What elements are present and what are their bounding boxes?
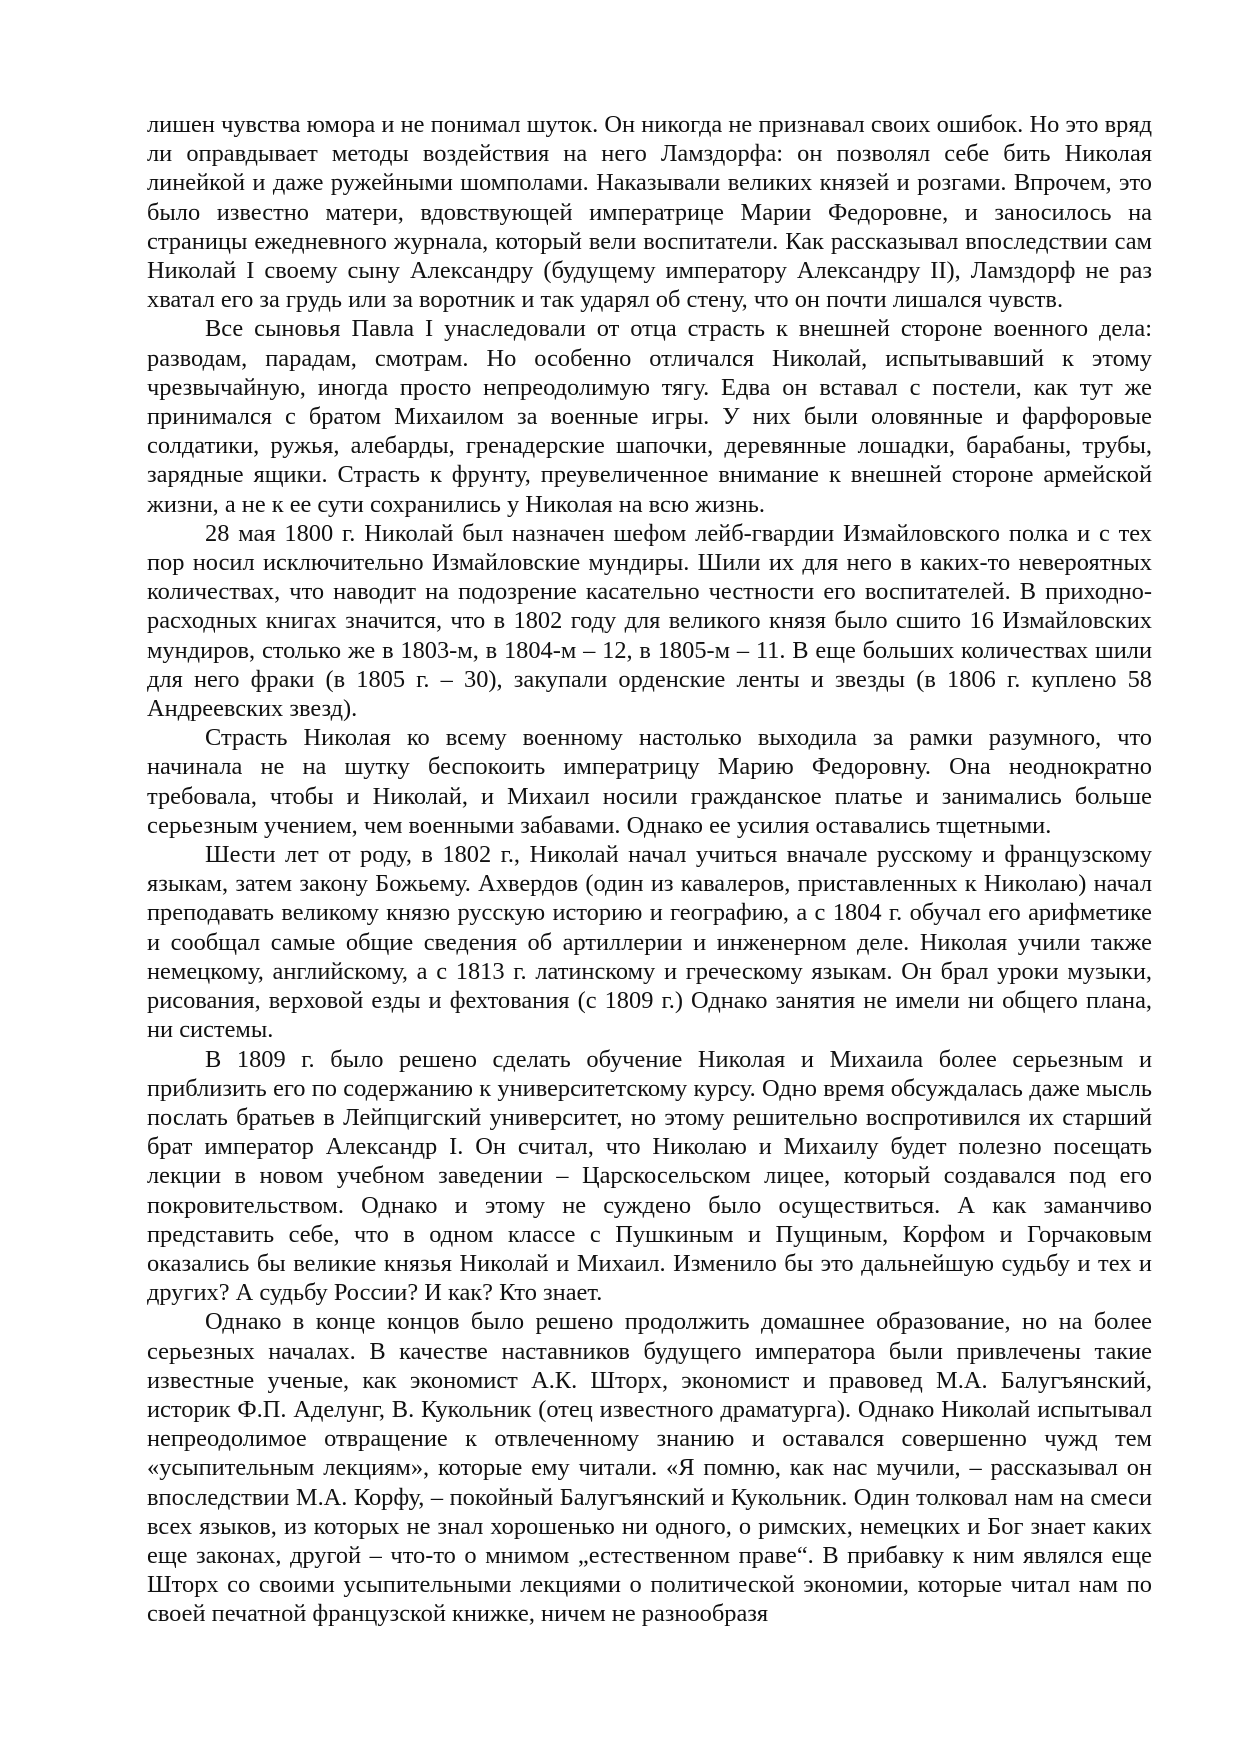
paragraph-7: Однако в конце концов было решено продолжить домашнее образование, но на более серьезных началах. В качестве наставников будущего императора были привлечены такие известные ученые, как экономист А.К. Шторх, экономист и правовед М.А. Балугъянский, историк Ф.П. Аделунг, В. Кукольник (отец известного драматурга). Однако Николай испытывал непреодолимое отвращение к отвлеченному знанию и оставался совершенно чужд тем «усыпительным лекциям», которые ему читали. «Я помню, как нас мучили, – рассказывал он впоследствии М.А. Корфу, – покойный Балугъянский и Кукольник. Один толковал нам на смеси всех языков, из которых не знал хорошенько ни одного, о римских, немецких и Бог знает каких еще законах, другой – что-то о мнимом „естественном праве“. В прибавку к ним являлся еще Шторх со своими усыпительными лекциями о политической экономии, которые читал нам по своей печатной французской книжке, ничем не разнообразя [147,1308,1152,1628]
paragraph-5: Шести лет от роду, в 1802 г., Николай начал учиться вначале русскому и французскому языкам, затем закону Божьему. Ахвердов (один из кавалеров, приставленных к Николаю) начал преподавать великому князю русскую историю и географию, а с 1804 г. обучал его арифметике и сообщал самые общие сведения об артиллерии и инженерном деле. Николая учили также немецкому, английскому, а с 1813 г. латинскому и греческому языкам. Он брал уроки музыки, рисования, верховой езды и фехтования (с 1809 г.) Однако занятия не имели ни общего плана, ни системы. [147,841,1152,1044]
paragraph-6: В 1809 г. было решено сделать обучение Николая и Михаила более серьезным и приблизить его по содержанию к университетскому курсу. Одно время обсуждалась даже мысль послать братьев в Лейпцигский университет, но этому решительно воспротивился их старший брат император Александр I. Он считал, что Николаю и Михаилу будет полезно посещать лекции в новом учебном заведении – Царскосельском лицее, который создавался под его покровительством. Однако и этому не суждено было осуществиться. А как заманчиво представить себе, что в одном классе с Пушкиным и Пущиным, Корфом и Горчаковым оказались бы великие князья Николай и Михаил. Изменило бы это дальнейшую судьбу и тех и других? А судьбу России? И как? Кто знает. [147,1045,1152,1307]
paragraph-4: Страсть Николая ко всему военному настолько выходила за рамки разумного, что начинала не на шутку беспокоить императрицу Марию Федоровну. Она неоднократно требовала, чтобы и Николай, и Михаил носили гражданское платье и занимались больше серьезным учением, чем военными забавами. Однако ее усилия оставались тщетными. [147,724,1152,839]
paragraph-2: Все сыновья Павла I унаследовали от отца страсть к внешней стороне военного дела: разводам, парадам, смотрам. Но особенно отличался Николай, испытывавший к этому чрезвычайную, иногда просто непреодолимую тягу. Едва он вставал с постели, как тут же принимался с братом Михаилом за военные игры. У них были оловянные и фарфоровые солдатики, ружья, алебарды, гренадерские шапочки, деревянные лошадки, барабаны, трубы, зарядные ящики. Страсть к фрунту, преувеличенное внимание к внешней стороне армейской жизни, а не к ее сути сохранились у Николая на всю жизнь. [147,315,1152,518]
paragraph-3: 28 мая 1800 г. Николай был назначен шефом лейб-гвардии Измайловского полка и с тех пор носил исключительно Измайловские мундиры. Шили их для него в каких-то невероятных количествах, что наводит на подозрение касательно честности его воспитателей. В приходно-расходных книгах значится, что в 1802 году для великого князя было сшито 16 Измайловских мундиров, столько же в 1803-м, в 1804-м – 12, в 1805-м – 11. В еще больших количествах шили для него фраки (в 1805 г. – 30), закупали орденские ленты и звезды (в 1806 г. куплено 58 Андреевских звезд). [147,519,1152,723]
paragraph-1: лишен чувства юмора и не понимал шуток. Он никогда не признавал своих ошибок. Но это вряд ли оправдывает методы воздействия на него Ламздорфа: он позволял себе бить Николая линейкой и даже ружейными шомполами. Наказывали великих князей и розгами. Впрочем, это было известно матери, вдовствующей императрице Марии Федоровне, и заносилось на страницы ежедневного журнала, который вели воспитатели. Как рассказывал впоследствии сам Николай I своему сыну Александру (будущему императору Александру II), Ламздорф не раз хватал его за грудь или за воротник и так ударял об стену, что он почти лишался чувств. [147,111,1152,314]
document-page [147,110,1152,1629]
